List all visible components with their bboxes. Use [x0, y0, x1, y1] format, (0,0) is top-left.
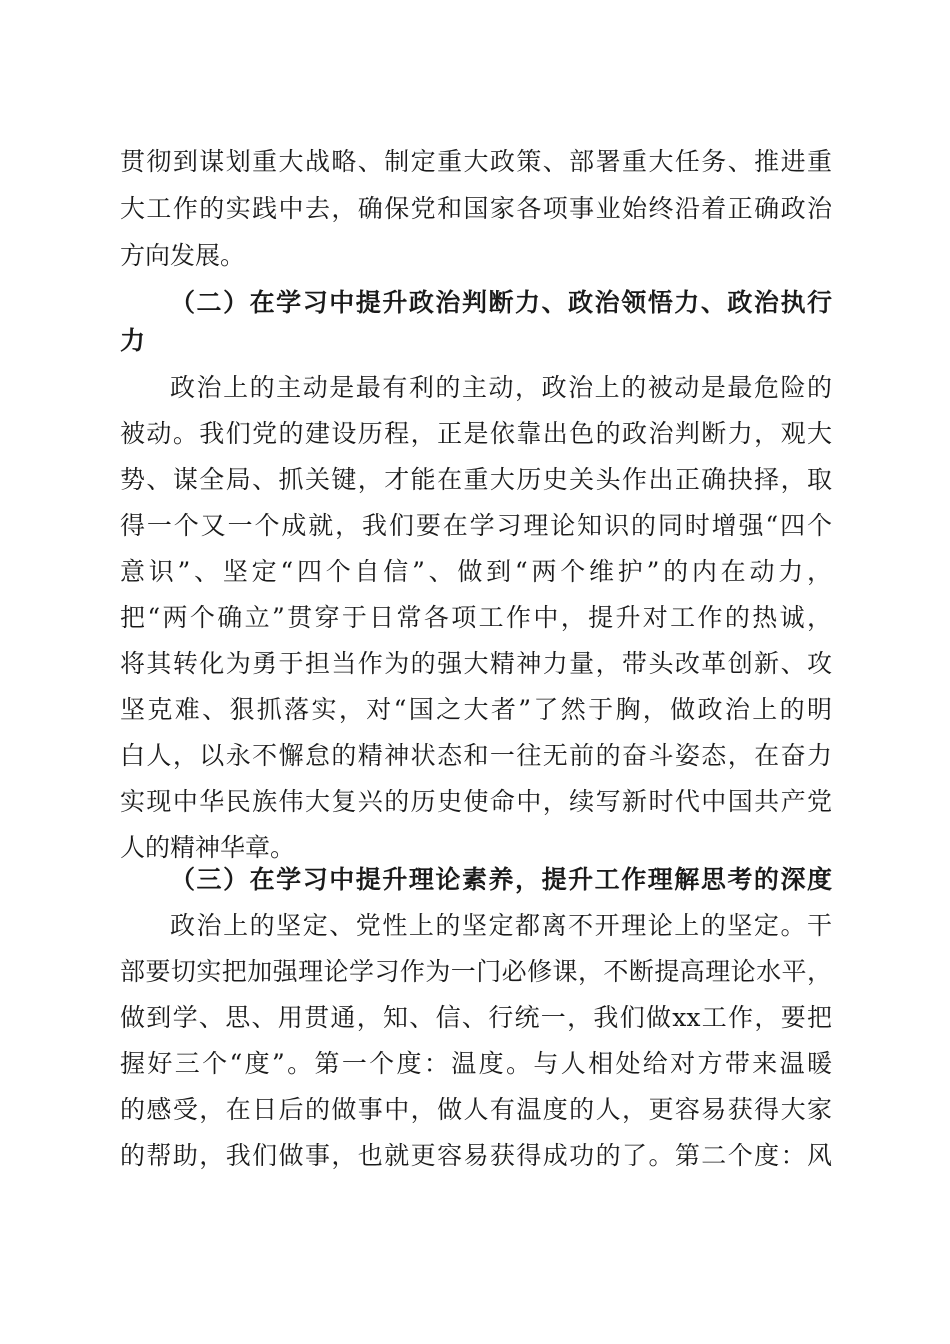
section2-body-line-9: 白人，以永不懈怠的精神状态和一往无前的奋斗姿态，在奋力 — [120, 741, 832, 770]
section2-body-line-8: 坚克难、狠抓落实，对“国之大者”了然于胸，做政治上的明 — [120, 695, 832, 724]
intro-line-2: 大工作的实践中去，确保党和国家各项事业始终沿着正确政治 — [120, 194, 832, 223]
section2-body-line-7: 将其转化为勇于担当作为的强大精神力量，带头改革创新、攻 — [120, 649, 832, 678]
section3-body-line-2: 部要切实把加强理论学习作为一门必修课，不断提高理论水平， — [120, 957, 832, 986]
section2-heading-line-2: 力 — [120, 326, 146, 355]
section3-body-line-3: 做到学、思、用贯通，知、信、行统一，我们做xx工作，要把 — [120, 1003, 832, 1032]
intro-line-1: 贯彻到谋划重大战略、制定重大政策、部署重大任务、推进重 — [120, 147, 832, 176]
section2-body-line-3: 势、谋全局、抓关键，才能在重大历史关头作出正确抉择，取 — [120, 465, 832, 494]
section3-body-line-4: 握好三个“度”。第一个度：温度。与人相处给对方带来温暖 — [120, 1049, 832, 1078]
section3-body-line-6: 的帮助，我们做事，也就更容易获得成功的了。第二个度：风 — [120, 1141, 832, 1170]
section2-body-line-11: 人的精神华章。 — [120, 833, 296, 862]
section3-body-line-5: 的感受，在日后的做事中，做人有温度的人，更容易获得大家 — [120, 1095, 832, 1124]
section2-body-line-6: 把“两个确立”贯穿于日常各项工作中，提升对工作的热诚， — [120, 603, 832, 632]
section2-body-line-5: 意识”、坚定“四个自信”、做到“两个维护”的内在动力， — [120, 557, 832, 586]
section2-body-line-4: 得一个又一个成就，我们要在学习理论知识的同时增强“四个 — [120, 511, 832, 540]
intro-line-3: 方向发展。 — [120, 241, 246, 270]
section3-body-line-1: 政治上的坚定、党性上的坚定都离不开理论上的坚定。干 — [170, 911, 832, 940]
section2-body-line-10: 实现中华民族伟大复兴的历史使命中，续写新时代中国共产党 — [120, 787, 832, 816]
section3-heading: （三）在学习中提升理论素养，提升工作理解思考的深度 — [170, 865, 832, 894]
section2-body-line-1: 政治上的主动是最有利的主动，政治上的被动是最危险的 — [170, 373, 832, 402]
section2-body-line-2: 被动。我们党的建设历程，正是依靠出色的政治判断力，观大 — [120, 419, 832, 448]
section2-heading-line-1: （二）在学习中提升政治判断力、政治领悟力、政治执行 — [170, 288, 832, 317]
